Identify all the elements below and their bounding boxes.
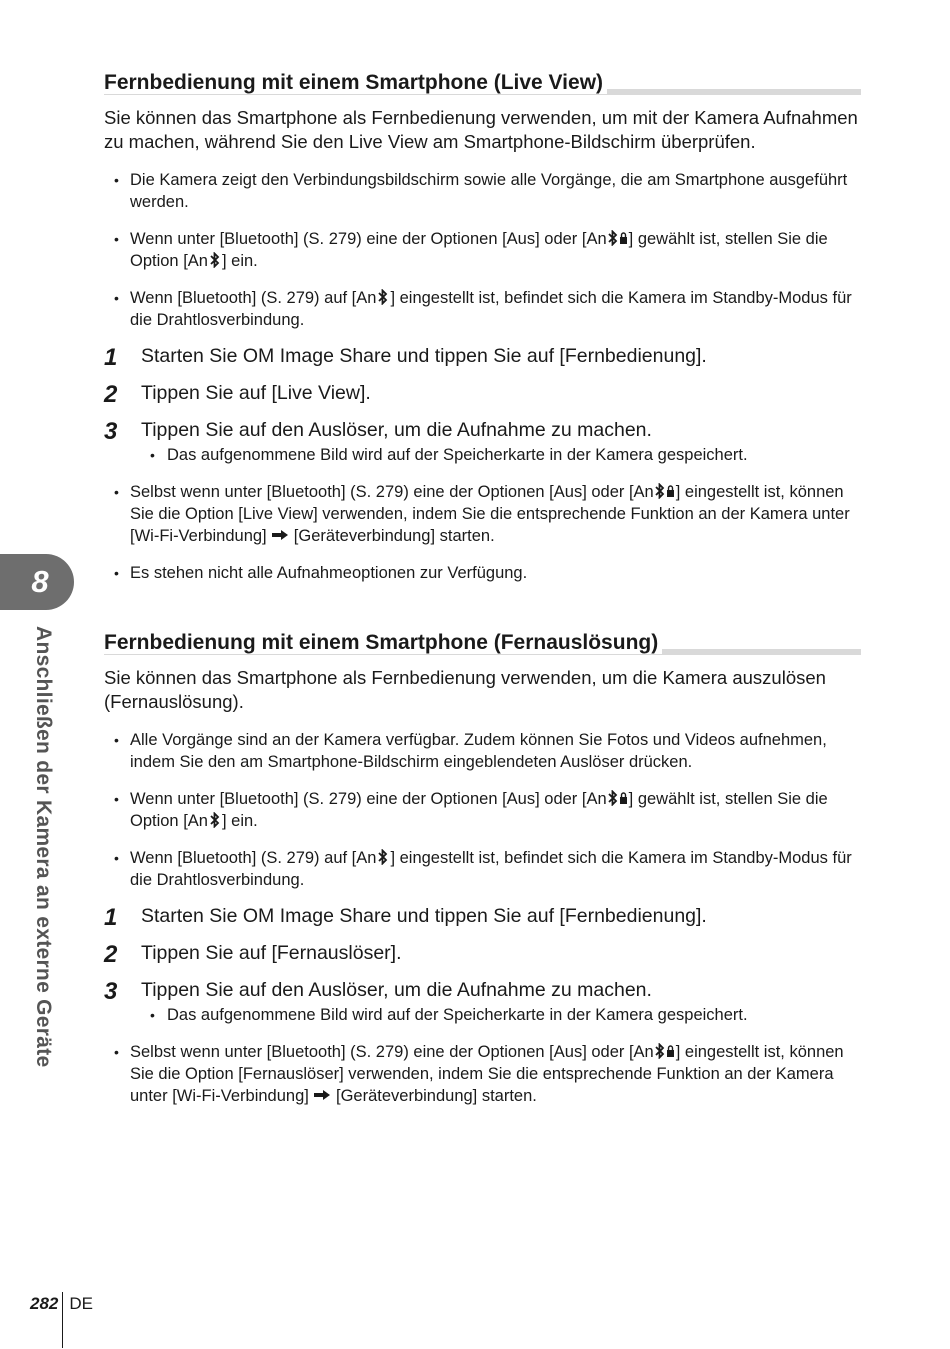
section-title: Fernbedienung mit einem Smartphone (Live View): [104, 70, 861, 96]
list-item: • Wenn [Bluetooth] (S. 279) auf [An ] eingestellt ist, befindet sich die Kamera im Standby-Modus für die Drahtlosverbindung.: [104, 287, 861, 331]
list-item: • Selbst wenn unter [Bluetooth] (S. 279) eine der Optionen [Aus] oder [An ] eingestellt ist, können Sie die Option [Live View] verwenden, indem Sie die entsprechende Funktion an der Kamera unter [Wi-Fi-Verbindung] [Geräteverbindung] starten.: [104, 481, 861, 547]
section-intro: Sie können das Smartphone als Fernbedienung verwenden, um mit der Kamera Aufnahmen zu machen, während Sie den Live View am Smartphone-Bildschirm überprüfen.: [104, 107, 858, 152]
note-list: [104, 481, 861, 584]
note-list: [104, 1041, 861, 1107]
step-sub-bullet: • Das aufgenommene Bild wird auf der Speicherkarte in der Kamera gespeichert.: [104, 1004, 861, 1026]
list-item: • Es stehen nicht alle Aufnahmeoptionen zur Verfügung.: [104, 562, 861, 584]
bluetooth-icon: [208, 252, 222, 268]
section-remote-shutter: [104, 630, 861, 1107]
page-number: 282: [30, 1294, 59, 1313]
list-item: • Selbst wenn unter [Bluetooth] (S. 279) eine der Optionen [Aus] oder [An ] eingestellt ist, können Sie die Option [Fernauslöser] verwenden, indem Sie die entsprechende Funktion an der Kamera unter [Wi-Fi-Verbindung] [Geräteverbindung] starten.: [104, 1041, 861, 1107]
list-item: • Alle Vorgänge sind an der Kamera verfügbar. Zudem können Sie Fotos und Videos aufnehmen, indem Sie den am Smartphone-Bildschirm eingeblendeten Auslöser drücken.: [104, 729, 861, 773]
language-code: DE: [69, 1294, 93, 1313]
list-item: • Wenn [Bluetooth] (S. 279) auf [An ] eingestellt ist, befindet sich die Kamera im Standby-Modus für die Drahtlosverbindung.: [104, 847, 861, 891]
bluetooth-lock-icon: [607, 230, 629, 246]
chapter-number: 8: [31, 564, 49, 599]
footer-divider: [62, 1292, 63, 1348]
arrow-right-icon: [271, 529, 289, 541]
step: 1 Starten Sie OM Image Share und tippen Sie auf [Fernbedienung].: [104, 904, 707, 931]
bluetooth-lock-icon: [607, 790, 629, 806]
step: 1 Starten Sie OM Image Share und tippen Sie auf [Fernbedienung].: [104, 344, 707, 371]
arrow-right-icon: [313, 1089, 331, 1101]
bluetooth-icon: [376, 849, 390, 865]
step: 2 Tippen Sie auf [Live View].: [104, 381, 371, 408]
list-item: • Wenn unter [Bluetooth] (S. 279) eine der Optionen [Aus] oder [An ] gewählt ist, stellen Sie die Option [An ] ein.: [104, 228, 861, 272]
section-live-view: [104, 70, 861, 584]
bluetooth-lock-icon: [654, 483, 676, 499]
bullet-list: [104, 169, 861, 331]
list-item: • Wenn unter [Bluetooth] (S. 279) eine der Optionen [Aus] oder [An ] gewählt ist, stellen Sie die Option [An ] ein.: [104, 788, 861, 832]
chapter-tab: [0, 554, 74, 610]
bluetooth-lock-icon: [654, 1043, 676, 1059]
bluetooth-icon: [376, 289, 390, 305]
list-item: • Die Kamera zeigt den Verbindungsbildschirm sowie alle Vorgänge, die am Smartphone ausgeführt werden.: [104, 169, 861, 213]
bluetooth-icon: [208, 812, 222, 828]
bullet-list: [104, 729, 861, 891]
chapter-title-vertical: Anschließen der Kamera an externe Geräte: [32, 626, 55, 1068]
section-intro: Sie können das Smartphone als Fernbedienung verwenden, um die Kamera auszulösen (Fernauslösung).: [104, 667, 826, 712]
step: 2 Tippen Sie auf [Fernauslöser].: [104, 941, 402, 968]
step: 3 Tippen Sie auf den Auslöser, um die Aufnahme zu machen.: [104, 978, 652, 1005]
page-footer: [30, 1292, 93, 1348]
step-sub-bullet: • Das aufgenommene Bild wird auf der Speicherkarte in der Kamera gespeichert.: [104, 444, 861, 466]
step: 3 Tippen Sie auf den Auslöser, um die Aufnahme zu machen.: [104, 418, 652, 445]
section-title: Fernbedienung mit einem Smartphone (Fernauslösung): [104, 630, 861, 656]
